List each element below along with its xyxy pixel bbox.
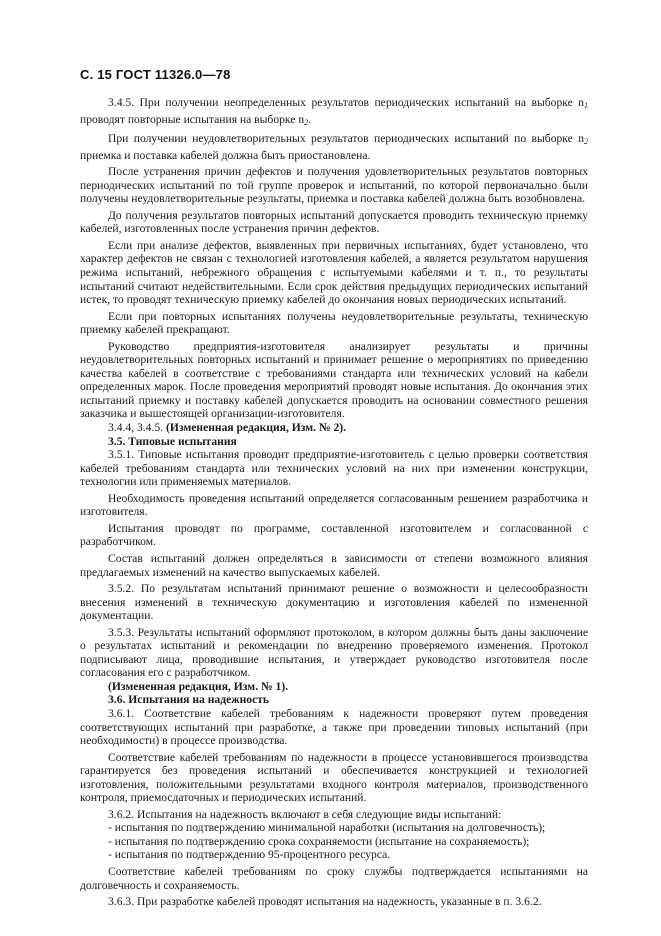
paragraph: 3.6.3. При разработке кабелей проводят испытания на надежность, указанные в п. 3.6.2.: [108, 895, 542, 909]
paragraph: При получении неудовлетворительных результатов периодических испытаний по выборке $n_2$ приемка и поставка кабелей должна быть приостановлена.: [80, 132, 588, 162]
paragraph: Соответствие кабелей требованиям по сроку службы подтверждается испытаниями на долговечность и сохраняемость.: [80, 864, 588, 892]
paragraph: 3.6.1. Соответствие кабелей требованиям к надежности проверяют путем проведения соответствующих испытаний при разработке, а также при проведении типовых испытаний (при необходимости) в процессе производства.: [80, 706, 588, 748]
document-body: [80, 96, 588, 909]
paragraph: Испытания проводят по программе, составленной изготовителем и согласованной с разработчиком.: [80, 521, 588, 549]
paragraph: Соответствие кабелей требованиям по надежности в процессе установившегося производства гарантируется без проведения испытаний и обеспечивается конструкцией и технологией изготовления, положительными результатами входного контроля материалов, производственного контроля, приемосдаточных и периодических испытаний.: [80, 750, 588, 805]
amendment-note: 3.4.4, 3.4.5. (Измененная редакция, Изм. № 2).: [108, 421, 347, 435]
list-item: - испытания по подтверждению 95-процентного ресурса.: [108, 848, 391, 862]
paragraph: До получения результатов повторных испытаний допускается проводить техническую приемку кабелей, изготовленных после устранения причин дефектов.: [80, 208, 588, 236]
list-item: - испытания по подтверждению срока сохраняемости (испытание на сохраняемость);: [108, 834, 530, 848]
paragraph: Руководство предприятия-изготовителя анализирует результаты и причины неудовлетворительных повторных испытаний и принимает решение о мероприятиях по приведению качества кабелей в соответствие с требованиями стандарта или технических условий на кабели определенных марок. После проведения мероприятий проводят новые испытания. До окончания этих испытаний приемку и поставку кабелей допускается проводить на основании совместного решения заказчика и вышестоящей организации-изготовителя.: [80, 339, 588, 421]
paragraph: После устранения причин дефектов и получения удовлетворительных результатов повторных периодических испытаний по той группе проверок и испытаний, по которой первоначально были получены неудовлетворительные результаты, приемка и поставка кабелей должна быть возобновлена.: [80, 165, 588, 206]
paragraph: Состав испытаний должен определяться в зависимости от степени возможного влияния предлагаемых изменений на качество выпускаемых кабелей.: [80, 551, 588, 579]
paragraph: 3.5.2. По результатам испытаний принимают решение о возможности и целесообразности внесения изменений в техническую документацию и изготовления кабелей по измененной документации.: [80, 582, 588, 623]
amendment-note: (Измененная редакция, Изм. № 1).: [108, 679, 289, 693]
section-heading-3-5: 3.5. Типовые испытания: [108, 434, 237, 448]
paragraph: 3.5.1. Типовые испытания проводит предприятие-изготовитель с целью проверки соответствия кабелей требованиям стандарта или технических условий на них при изменении конструкции, технологии или применяемых материалов.: [80, 448, 588, 489]
list-item: - испытания по подтверждению минимальной наработки (испытания на долговечность);: [108, 821, 546, 835]
section-heading-3-6: 3.6. Испытания на надежность: [108, 693, 270, 707]
paragraph: Если при повторных испытаниях получены неудовлетворительные результаты, техническую приемку кабелей прекращают.: [80, 309, 588, 337]
paragraph: 3.6.2. Испытания на надежность включают в себя следующие виды испытаний:: [108, 807, 502, 821]
paragraph: Если при анализе дефектов, выявленных при первичных испытаниях, будет установлено, что характер дефектов не связан с технологией изготовления кабелей, а является результатом нарушения режима испытаний, небрежного обращения с испытуемыми кабелями и т. п., то результаты испытаний считают недействительными. Если срок действия предыдущих периодических испытаний истек, то проводят техническую приемку кабелей до окончания новых периодических испытаний.: [80, 238, 588, 307]
paragraph: 3.5.3. Результаты испытаний оформляют протоколом, в котором должны быть даны заключение о результатах испытаний и рекомендации по внедрению проверяемого изменения. Протокол подписывают лица, проводившие испытания, и утверждает руководство изготовителя после согласования его с разработчиком.: [80, 625, 588, 680]
paragraph-3-4-5: 3.4.5. При получении неопределенных результатов периодических испытаний на выборке $n_1$ проводят повторные испытания на выборке $n_2$.: [80, 96, 588, 127]
paragraph: Необходимость проведения испытаний определяется согласованным решением разработчика и изготовителя.: [80, 491, 588, 519]
page-header: С. 15 ГОСТ 11326.0—78: [80, 67, 231, 82]
